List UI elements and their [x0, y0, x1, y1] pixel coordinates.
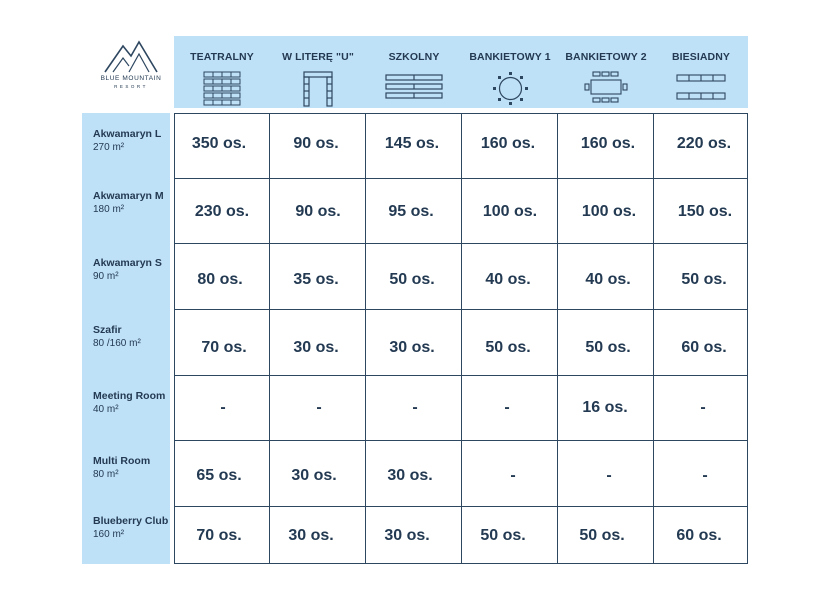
- table-cell: 30 os.: [293, 339, 339, 356]
- table-cell: 60 os.: [676, 527, 722, 544]
- room-area: 160 m²: [93, 529, 125, 540]
- table-cell: 30 os.: [288, 527, 334, 544]
- column-label: BANKIETOWY 2: [565, 51, 647, 63]
- room-name: Akwamaryn L: [93, 128, 162, 140]
- table-cell: 220 os.: [676, 135, 732, 152]
- room-name: Multi Room: [93, 455, 151, 467]
- table-cell: 230 os.: [194, 203, 250, 220]
- table-cell: 50 os.: [485, 339, 531, 356]
- table-cell: 80 os.: [197, 271, 243, 288]
- grid-line: [557, 113, 558, 564]
- room-name: Akwamaryn S: [93, 257, 162, 269]
- u-shape-layout-icon: [302, 71, 334, 107]
- rect-banquet-layout-icon: [583, 71, 629, 107]
- table-cell: 40 os.: [485, 271, 531, 288]
- grid-line: [365, 113, 366, 564]
- table-cell: 60 os.: [681, 339, 727, 356]
- room-name: Szafir: [93, 324, 122, 336]
- round-banquet-layout-icon: [490, 71, 530, 107]
- grid-line: [174, 506, 748, 507]
- table-cell: -: [504, 399, 510, 416]
- column-label: TEATRALNY: [190, 51, 254, 63]
- row-header-multi-room: [93, 455, 173, 480]
- row-header-meeting-room: [93, 390, 173, 415]
- grid-line: [174, 563, 748, 564]
- table-cell: 160 os.: [480, 135, 536, 152]
- grid-line: [174, 309, 748, 310]
- column-label: SZKOLNY: [388, 51, 440, 63]
- capacity-table: [174, 113, 748, 564]
- table-cell: 30 os.: [387, 467, 433, 484]
- column-label: BIESIADNY: [671, 51, 731, 63]
- grid-line: [174, 440, 748, 441]
- column-header-u-shape: [270, 36, 366, 108]
- table-cell: 30 os.: [389, 339, 435, 356]
- table-cell: 90 os.: [293, 135, 339, 152]
- grid-line: [174, 375, 748, 376]
- mountain-logo-icon: [103, 38, 159, 74]
- row-header-szafir: [93, 324, 173, 349]
- room-area: 180 m²: [93, 204, 125, 215]
- table-cell: -: [606, 467, 612, 484]
- table-cell: 65 os.: [196, 467, 242, 484]
- row-header-akwamaryn-l: [93, 128, 173, 153]
- table-cell: -: [510, 467, 516, 484]
- table-cell: -: [702, 467, 708, 484]
- table-cell: -: [412, 399, 418, 416]
- grid-line: [461, 113, 462, 564]
- table-cell: 50 os.: [480, 527, 526, 544]
- room-area: 90 m²: [93, 271, 119, 282]
- table-cell: 100 os.: [581, 203, 637, 220]
- room-area: 40 m²: [93, 404, 119, 415]
- table-cell: 30 os.: [291, 467, 337, 484]
- room-name: Blueberry Club: [93, 515, 169, 527]
- logo-line1: BLUE MOUNTAIN: [100, 75, 162, 82]
- table-cell: 50 os.: [389, 271, 435, 288]
- logo-line2: RESORT: [114, 84, 148, 89]
- row-header-akwamaryn-s: [93, 257, 173, 282]
- table-cell: 30 os.: [384, 527, 430, 544]
- table-cell: -: [700, 399, 706, 416]
- row-header-akwamaryn-m: [93, 190, 173, 215]
- grid-line: [174, 178, 748, 179]
- table-cell: 90 os.: [295, 203, 341, 220]
- resort-logo: [96, 38, 166, 98]
- column-header-biesiadny: [654, 36, 748, 108]
- table-cell: 70 os.: [201, 339, 247, 356]
- table-cell: 40 os.: [585, 271, 631, 288]
- table-cell: 50 os.: [579, 527, 625, 544]
- table-cell: 16 os.: [582, 399, 628, 416]
- table-cell: -: [316, 399, 322, 416]
- table-cell: 145 os.: [384, 135, 440, 152]
- column-header-szkolny: [366, 36, 462, 108]
- table-cell: -: [220, 399, 226, 416]
- row-header-blueberry-club: [93, 515, 173, 540]
- table-cell: 160 os.: [580, 135, 636, 152]
- table-cell: 350 os.: [191, 135, 247, 152]
- table-cell: 150 os.: [677, 203, 733, 220]
- grid-line: [174, 113, 175, 564]
- column-header-bankietowy-1: [462, 36, 558, 108]
- grid-line: [269, 113, 270, 564]
- room-name: Akwamaryn M: [93, 190, 164, 202]
- column-header-teatralny: [174, 36, 270, 108]
- grid-line: [653, 113, 654, 564]
- column-header-bankietowy-2: [558, 36, 654, 108]
- table-cell: 100 os.: [482, 203, 538, 220]
- column-label: W LITERĘ "U": [282, 51, 354, 63]
- table-cell: 70 os.: [196, 527, 242, 544]
- room-area: 80 m²: [93, 469, 119, 480]
- theatre-layout-icon: [202, 71, 242, 107]
- table-cell: 35 os.: [293, 271, 339, 288]
- room-area: 270 m²: [93, 142, 125, 153]
- column-label: BANKIETOWY 1: [469, 51, 551, 63]
- room-area: 80 /160 m²: [93, 338, 141, 349]
- grid-line: [174, 113, 748, 114]
- table-cell: 95 os.: [388, 203, 434, 220]
- classroom-layout-icon: [384, 71, 444, 107]
- grid-line: [747, 113, 748, 564]
- table-cell: 50 os.: [585, 339, 631, 356]
- table-cell: 50 os.: [681, 271, 727, 288]
- feast-layout-icon: [675, 71, 727, 107]
- room-name: Meeting Room: [93, 390, 166, 402]
- grid-line: [174, 243, 748, 244]
